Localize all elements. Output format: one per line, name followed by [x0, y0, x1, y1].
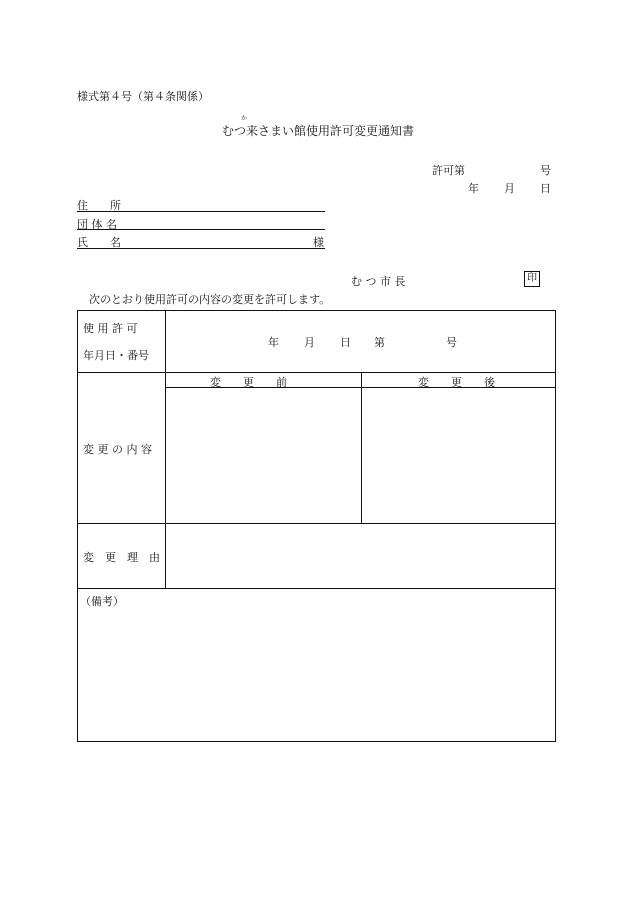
row3-divider: [78, 588, 555, 589]
row1-year: 年: [268, 336, 279, 349]
row2-label: 変 更 の 内 容: [83, 443, 152, 456]
row1-label-line1: 使 用 許 可: [83, 322, 138, 335]
change-table: [77, 310, 556, 742]
row3-label: 変 更 理 由: [83, 551, 160, 564]
name-label: 氏 名: [77, 236, 121, 249]
row1-go: 号: [446, 336, 457, 349]
after-header: 変 更 後: [418, 376, 495, 389]
before-header: 変 更 前: [210, 376, 287, 389]
page-title: むつ来さまい館使用許可変更通知書: [222, 124, 415, 138]
remarks-label: （備考）: [80, 595, 124, 608]
form-number: 様式第４号（第４条関係）: [77, 90, 209, 103]
permit-label: 許可第: [432, 164, 465, 177]
row1-label-line2: 年月日・番号: [83, 349, 149, 362]
issuer-label: む つ 市 長: [351, 275, 406, 288]
before-after-divider: [361, 372, 362, 523]
intro-text: 次のとおり使用許可の内容の変更を許可します。: [89, 293, 331, 306]
seal-mark: 印: [524, 271, 540, 287]
honorific: 様: [313, 236, 324, 249]
label-col-divider: [165, 311, 166, 588]
row1-day: 日: [340, 336, 351, 349]
address-underline: [77, 211, 325, 212]
row1-no: 第: [374, 336, 385, 349]
group-label: 団 体 名: [77, 218, 117, 231]
permit-date-day: 日: [540, 182, 551, 195]
title-ruby: か: [241, 115, 248, 122]
group-underline: [77, 229, 325, 230]
row2-divider: [78, 523, 555, 524]
name-underline: [77, 248, 325, 249]
permit-date-year: 年: [468, 182, 479, 195]
row1-month: 月: [304, 336, 315, 349]
address-label: 住 所: [77, 199, 121, 212]
permit-suffix: 号: [540, 164, 551, 177]
permit-date-month: 月: [504, 182, 515, 195]
row1-divider: [78, 372, 555, 373]
